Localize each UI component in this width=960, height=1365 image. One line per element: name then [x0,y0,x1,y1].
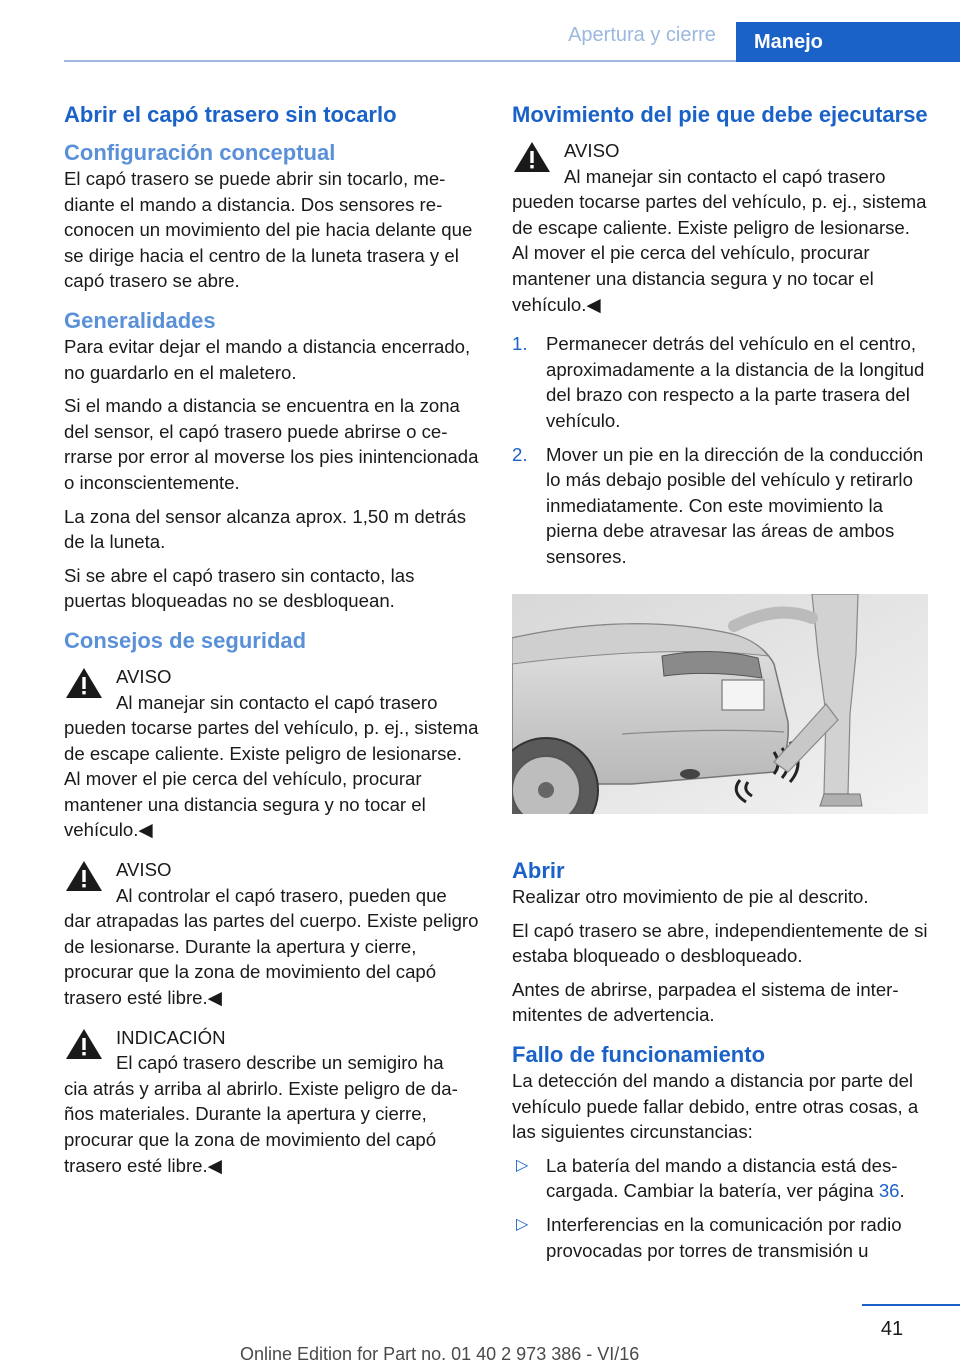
general-paragraph: La zona del sensor alcanza aprox. 1,50 m detrás de la luneta. [64,505,467,553]
general-paragraph: Si el mando a distancia se encuentra en la zona del sensor, el capó trasero puede abrirse o cerrarse por error al moverse los pies inintencionada o inconscientemente. [64,395,479,493]
list-item [512,1212,928,1263]
triangle-bullet-icon: ▷ [516,1156,529,1174]
warning-triangle-icon [64,1027,104,1061]
general-paragraph: Si se abre el capó trasero sin contacto, las puertas bloqueadas no se desbloquean. [64,564,415,612]
warning-label: AVISO [116,665,172,687]
open-paragraph: Antes de abrirse, parpadea el sistema de intermitentes de advertencia. [512,978,899,1026]
warning-text: pueden tocarse partes del vehículo, p. ej., sistema de escape caliente. Existe peligro de lesionarse. Al mover el pie cerca del vehículo, procurar mantener una distancia segura y no tocar el vehículo.◀ [512,191,927,315]
warning-lead: Al controlar el capó trasero, pueden que [116,884,447,906]
steps-list [512,331,928,569]
page-number: 41 [880,1318,904,1340]
footer-rule [862,1304,960,1306]
foot-gesture-illustration [512,594,928,814]
bullet-text-end: . [899,1180,905,1202]
concept-text: El capó trasero se puede abrir sin tocarlo, mediante el mando a distancia. Dos sensores reconocen un movimiento del pie hacia delante que se dirige hacia el centro de la luneta trasera y el capó trasero se abre. [64,168,473,292]
warning-label: AVISO [116,859,172,881]
notice-block [64,1025,480,1179]
warning-triangle-icon [64,666,104,700]
warning-block [64,664,480,843]
warning-triangle-icon [512,140,552,174]
bullet-text: La batería del mando a distancia está descargada. Cambiar la batería, ver página [546,1154,898,1202]
step-number: 2. [512,443,528,465]
step-text: Permanecer detrás del vehículo en el centro, aproximadamente a la distancia de la longitud del brazo con respecto a la parte trasera del vehículo. [546,333,925,431]
warning-triangle-icon [64,859,104,893]
warning-lead: Al manejar sin contacto el capó trasero [564,165,886,187]
page-link[interactable]: 36 [878,1180,900,1202]
section-title: Abrir el capó trasero sin tocarlo [64,102,397,127]
list-item [512,442,928,570]
triangle-bullet-icon: ▷ [516,1216,529,1234]
concept-heading: Configuración conceptual [64,140,336,165]
open-paragraph: El capó trasero se abre, independientemente de si estaba bloqueado o desbloqueado. [512,919,928,967]
header-section-tab[interactable]: Apertura y cierre [568,24,716,46]
warning-text: dar atrapadas las partes del cuerpo. Existe peligro de lesionarse. Durante la apertura y cierre, procurar que la zona de movimiento del capó trasero esté libre.◀ [64,910,479,1009]
notice-label: INDICACIÓN [116,1026,226,1048]
warning-block [512,138,928,317]
general-heading: Generalidades [64,307,216,333]
open-paragraph: Realizar otro movimiento de pie al descrito. [512,886,869,908]
left-column [64,102,480,1192]
warning-block [64,857,480,1011]
notice-lead: El capó trasero describe un semigiro ha [116,1052,444,1074]
right-column [512,102,928,1271]
header-chapter-tab[interactable]: Manejo [736,22,960,62]
movement-heading: Movimiento del pie que debe ejecutarse [512,102,928,127]
notice-text: cia atrás y arriba al abrirlo. Existe peligro de daños materiales. Durante la apertura y cierre, procurar que la zona de movimiento del capó trasero esté libre.◀ [64,1077,458,1176]
list-item [512,1153,928,1204]
fault-paragraph: La detección del mando a distancia por parte del vehículo puede fallar debido, entre otras cosas, a las siguientes circunstancias: [512,1070,919,1143]
bullet-text: Interferencias en la comunicación por radio provocadas por torres de transmisión u [546,1214,902,1261]
warning-text: pueden tocarse partes del vehículo, p. ej., sistema de escape caliente. Existe peligro de lesionarse. Al mover el pie cerca del vehículo, procurar mantener una distancia segura y no tocar el vehículo.◀ [64,717,479,841]
step-text: Mover un pie en la dirección de la conducción lo más debajo posible del vehículo y retirarlo inmediatamente. Con este movimiento la pierna debe atravesar las áreas de ambos sensores. [546,443,924,567]
warning-lead: Al manejar sin contacto el capó trasero [116,691,438,713]
step-number: 1. [512,333,528,355]
edition-note: Online Edition for Part no. 01 40 2 973 386 - VI/16 [240,1344,640,1364]
safety-heading: Consejos de seguridad [64,627,307,653]
general-paragraph: Para evitar dejar el mando a distancia encerrado, no guardarlo en el maletero. [64,335,471,383]
fault-list [512,1153,928,1263]
list-item [512,331,928,433]
open-heading: Abrir [512,858,565,884]
fault-heading: Fallo de funcionamiento [512,1042,766,1068]
warning-label: AVISO [564,140,620,161]
